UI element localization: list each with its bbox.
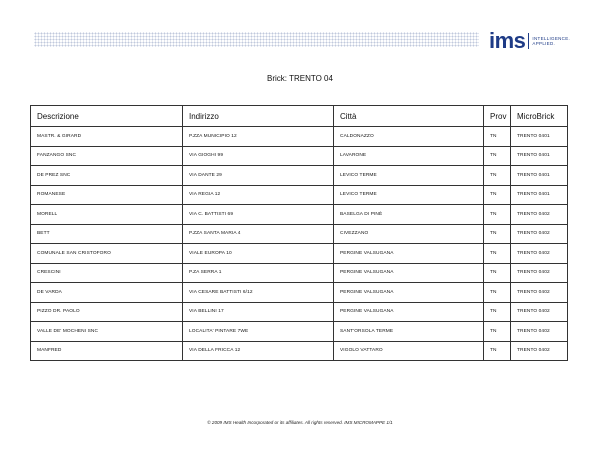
table-row xyxy=(31,341,568,361)
col-header-indirizzo: Indirizzo xyxy=(183,106,334,127)
table-row xyxy=(31,302,568,322)
cell-indirizzo: VIALE EUROPA 10 xyxy=(183,244,334,264)
cell-microbrick: TRENTO 0402 xyxy=(511,322,568,342)
cell-citta: LAVARONE xyxy=(334,146,484,166)
cell-microbrick: TRENTO 0402 xyxy=(511,283,568,303)
cell-citta: PERGINE VALSUGANA xyxy=(334,302,484,322)
cell-microbrick: TRENTO 0401 xyxy=(511,185,568,205)
cell-microbrick: TRENTO 0401 xyxy=(511,127,568,147)
cell-prov: TN xyxy=(484,341,511,361)
ims-logo xyxy=(489,30,570,52)
logo-tagline-line-2: APPLIED. xyxy=(532,41,556,46)
cell-descrizione: VALLE DE' MOCHENI SNC xyxy=(31,322,183,342)
cell-microbrick: TRENTO 0401 xyxy=(511,166,568,186)
logo-divider xyxy=(528,33,529,49)
table-body xyxy=(31,127,568,361)
cell-indirizzo: VIA GIOGHI 99 xyxy=(183,146,334,166)
cell-prov: TN xyxy=(484,224,511,244)
cell-indirizzo: VIA BELLINI 17 xyxy=(183,302,334,322)
page-title: Brick: TRENTO 04 xyxy=(267,74,333,83)
cell-citta: SANT'ORSOLA TERME xyxy=(334,322,484,342)
cell-prov: TN xyxy=(484,322,511,342)
cell-descrizione: ROMANESE xyxy=(31,185,183,205)
cell-descrizione: MASTR. & GIRARD xyxy=(31,127,183,147)
cell-indirizzo: VIA REGIA 12 xyxy=(183,185,334,205)
logo-tagline xyxy=(532,36,570,47)
cell-prov: TN xyxy=(484,205,511,225)
table-row xyxy=(31,127,568,147)
cell-microbrick: TRENTO 0402 xyxy=(511,302,568,322)
cell-prov: TN xyxy=(484,263,511,283)
cell-citta: PERGINE VALSUGANA xyxy=(334,244,484,264)
cell-microbrick: TRENTO 0402 xyxy=(511,224,568,244)
cell-indirizzo: P.ZZA MUNICIPIO 12 xyxy=(183,127,334,147)
table-header-row xyxy=(31,106,568,127)
col-header-citta: Città xyxy=(334,106,484,127)
table-row xyxy=(31,166,568,186)
cell-descrizione: DE PREZ SNC xyxy=(31,166,183,186)
cell-citta: CIVEZZANO xyxy=(334,224,484,244)
cell-descrizione: DE VARDA xyxy=(31,283,183,303)
cell-descrizione: MORELL xyxy=(31,205,183,225)
cell-indirizzo: VIA CESARE BATTISTI 6/12 xyxy=(183,283,334,303)
col-header-descrizione: Descrizione xyxy=(31,106,183,127)
cell-prov: TN xyxy=(484,146,511,166)
copyright-footer: © 2009 IMS Health Incorporated or its affiliates. All rights reserved. IMS MICROMAPPE 1/1 xyxy=(207,420,393,425)
cell-citta: VIGOLO VATTARO xyxy=(334,341,484,361)
cell-citta: PERGINE VALSUGANA xyxy=(334,283,484,303)
cell-microbrick: TRENTO 0402 xyxy=(511,205,568,225)
cell-citta: LEVICO TERME xyxy=(334,185,484,205)
table-row xyxy=(31,224,568,244)
cell-descrizione: BETT xyxy=(31,224,183,244)
cell-prov: TN xyxy=(484,166,511,186)
cell-indirizzo: VIA C. BATTISTI 69 xyxy=(183,205,334,225)
cell-indirizzo: VIA DELLA FRICCA 12 xyxy=(183,341,334,361)
table-row xyxy=(31,322,568,342)
cell-indirizzo: P.ZZA SANTA MARIA 4 xyxy=(183,224,334,244)
cell-microbrick: TRENTO 0401 xyxy=(511,146,568,166)
logo-tagline-line-1: INTELLIGENCE. xyxy=(532,35,571,41)
cell-indirizzo: P.ZA SERRA 1 xyxy=(183,263,334,283)
cell-prov: TN xyxy=(484,302,511,322)
table-row xyxy=(31,263,568,283)
cell-indirizzo: VIA DANTE 29 xyxy=(183,166,334,186)
cell-citta: BASELGA DI PINÈ xyxy=(334,205,484,225)
cell-microbrick: TRENTO 0402 xyxy=(511,263,568,283)
table-row xyxy=(31,283,568,303)
logo-wordmark: ims xyxy=(489,28,526,53)
cell-prov: TN xyxy=(484,185,511,205)
cell-descrizione: COMUNALE SAN CRISTOFORO xyxy=(31,244,183,264)
cell-citta: LEVICO TERME xyxy=(334,166,484,186)
header-dot-band xyxy=(34,32,479,47)
table-row xyxy=(31,185,568,205)
col-header-microbrick: MicroBrick xyxy=(511,106,568,127)
cell-citta: CALDONAZZO xyxy=(334,127,484,147)
cell-descrizione: CRESCINI xyxy=(31,263,183,283)
cell-prov: TN xyxy=(484,244,511,264)
cell-microbrick: TRENTO 0402 xyxy=(511,244,568,264)
cell-indirizzo: LOCALITA' PINTARE 7WE xyxy=(183,322,334,342)
cell-microbrick: TRENTO 0402 xyxy=(511,341,568,361)
col-header-prov: Prov xyxy=(484,106,511,127)
table-row xyxy=(31,244,568,264)
cell-prov: TN xyxy=(484,127,511,147)
cell-citta: PERGINE VALSUGANA xyxy=(334,263,484,283)
cell-descrizione: FANZANGO SNC xyxy=(31,146,183,166)
table-row xyxy=(31,146,568,166)
cell-descrizione: PIZZO DR. PAOLO xyxy=(31,302,183,322)
cell-prov: TN xyxy=(484,283,511,303)
cell-descrizione: MANFRED xyxy=(31,341,183,361)
brick-table xyxy=(30,105,568,361)
table-row xyxy=(31,205,568,225)
